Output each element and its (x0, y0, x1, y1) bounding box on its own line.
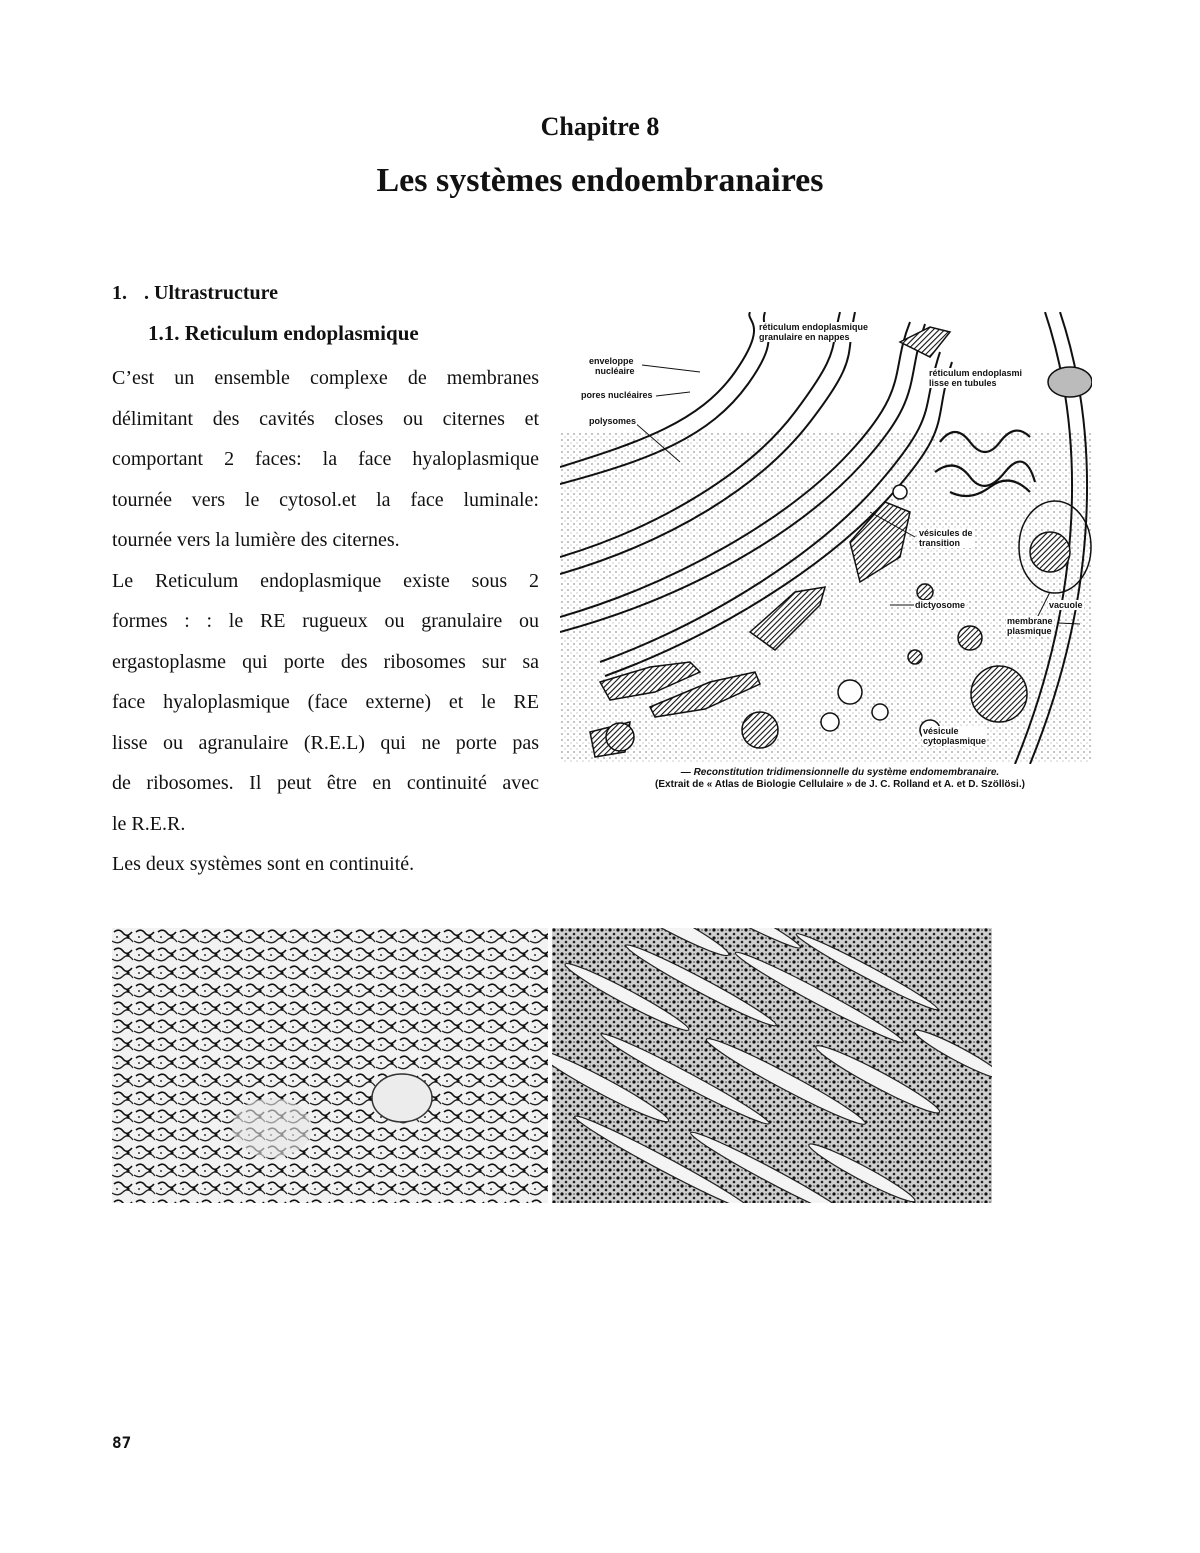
text-line: de ribosomes. Il peut être en continuité avec (112, 772, 539, 794)
figure-caption-source: (Extrait de « Atlas de Biologie Cellulaire » de J. C. Rolland et A. et D. Szöllösi.) (655, 779, 1025, 790)
text-line: comportant 2 faces: la face hyaloplasmique (112, 448, 539, 470)
label-line: granulaire en nappes (759, 332, 850, 342)
page-number: 87 (112, 1433, 132, 1452)
label-rel (928, 368, 1023, 388)
subsection-heading: 1.1. Reticulum endoplasmique (148, 321, 419, 345)
label-enveloppe (588, 356, 636, 376)
label-line: plasmique (1007, 626, 1052, 636)
body-text (112, 358, 539, 885)
figure-caption-title: — Reconstitution tridimensionnelle du système endomembranaire. (680, 767, 1000, 778)
text-line: tournée vers la lumière des citernes. (112, 529, 400, 551)
section-heading (112, 282, 278, 305)
label-vesicules (918, 528, 974, 548)
label-line: cytoplasmique (923, 736, 987, 746)
label-line: enveloppe (589, 356, 634, 366)
label-line: nucléaire (595, 366, 635, 376)
label-line: réticulum endoplasmique (759, 322, 869, 332)
label-dictyosome: dictyosome (915, 600, 966, 610)
text-line: Le Reticulum endoplasmique existe sous 2 (112, 569, 539, 592)
text-line: Les deux systèmes sont en continuité. (112, 853, 415, 875)
section-number: 1. (112, 282, 127, 304)
endomembrane-illustration (560, 312, 1092, 764)
label-line: transition (919, 538, 961, 548)
chapter-heading: Chapitre 8 (540, 112, 660, 141)
label-line: lisse en tubules (929, 378, 997, 388)
label-pores: pores nucléaires (581, 390, 653, 400)
text-line: ergastoplasme qui porte des ribosomes sur sa (112, 650, 539, 673)
micrograph-right-image (552, 928, 992, 1203)
section-title: . Ultrastructure (144, 282, 279, 304)
label-line: réticulum endoplasmi (929, 368, 1023, 378)
text-line: le R.E.R. (112, 812, 186, 835)
label-line: vésicules de (919, 528, 973, 538)
label-rer (758, 322, 869, 342)
text-line: délimitant des cavités closes ou citernes et (112, 407, 539, 430)
label-membrane (1006, 616, 1054, 636)
micrograph-smooth-er (112, 928, 548, 1203)
text-line: C’est un ensemble complexe de membranes (112, 367, 539, 389)
label-vacuole: vacuole (1049, 600, 1083, 610)
text-line: lisse ou agranulaire (R.E.L) qui ne porte pas (112, 731, 539, 754)
micrograph-left-image (112, 928, 548, 1203)
page-title: Les systèmes endoembranaires (376, 162, 824, 199)
text-line: face hyaloplasmique (face externe) et le RE (112, 691, 539, 713)
text-line: tournée vers le cytosol.et la face luminale: (112, 488, 539, 511)
text-line: formes : : le RE rugueux ou granulaire ou (112, 610, 539, 632)
label-polysomes: polysomes (589, 416, 637, 426)
label-line: membrane (1007, 616, 1053, 626)
label-line: vésicule (923, 726, 959, 736)
micrograph-rough-er (552, 928, 992, 1203)
label-vesicule-cyto (922, 726, 987, 746)
